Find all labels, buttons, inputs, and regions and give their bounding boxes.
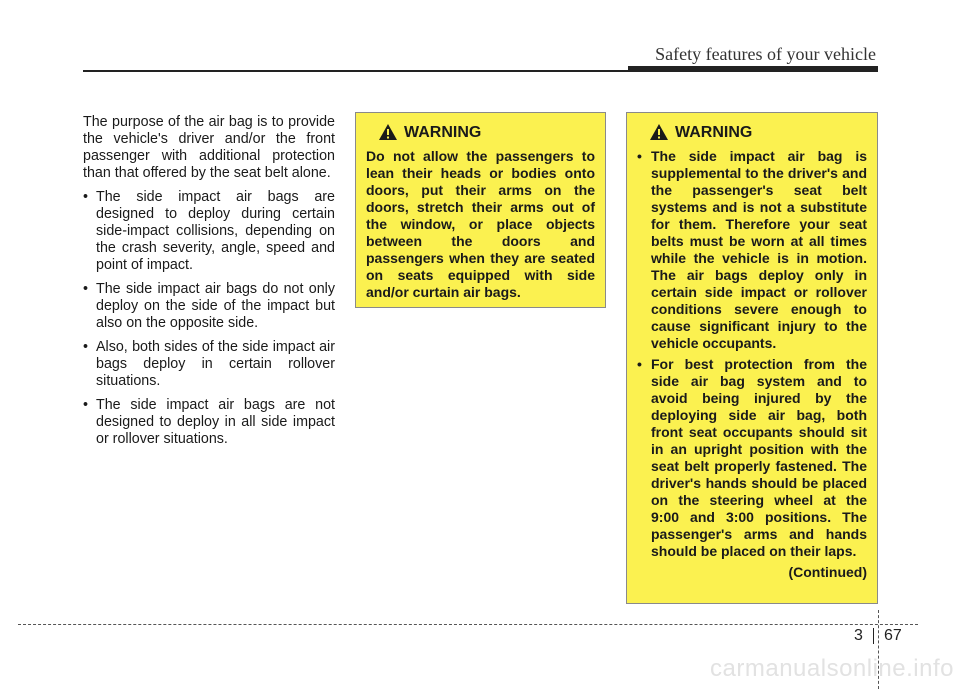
body-bullet: • The side impact air bags do not only deploy on the side of the impact but also on the opposite side. — [83, 281, 335, 332]
header-bar — [628, 66, 878, 72]
chapter-number: 3 — [854, 627, 863, 644]
intro-paragraph: The purpose of the air bag is to provide the vehicle's driver and/or the front passenger with additional protection than that offered by the seat belt alone. — [83, 114, 335, 181]
warning-heading — [366, 123, 595, 141]
warning-heading — [637, 123, 867, 141]
body-column — [83, 114, 335, 455]
warning-box-side-airbag — [626, 112, 878, 604]
continued-label: (Continued) — [788, 564, 867, 580]
warning-bullet: • For best protection from the side air bag system and to avoid being injured by the deploying side air bag, both front seat occupants should sit in an upright position with the seat belt properly fastened. The driver's hands should be placed on the steering wheel at the 9:00 and 3:00 positions. The passenger's arms and hands should be placed on their laps. — [637, 356, 867, 560]
running-header: Safety features of your vehicle — [655, 44, 876, 64]
body-bullet: • The side impact air bags are designed to deploy during certain side-impact collisions, depending on the crash severity, angle, speed and point of impact. — [83, 189, 335, 274]
body-bullet: • The side impact air bags are not designed to deploy in all side impact or rollover situations. — [83, 397, 335, 448]
warning-text: Do not allow the passengers to lean their heads or bodies onto doors, put their arms on the doors, stretch their arms out of the window, or place objects between the doors and passengers when they are seated on seats equipped with side and/or curtain air bags. — [366, 148, 595, 300]
footer-rule — [18, 624, 918, 625]
warning-triangle-icon — [649, 123, 669, 141]
warning-bullet-list — [637, 148, 867, 560]
body-bullet: • Also, both sides of the side impact air bags deploy in certain rollover situations. — [83, 339, 335, 390]
warning-box-doors — [355, 112, 606, 308]
page-number: 67 — [884, 627, 902, 644]
warning-heading-label: WARNING — [675, 123, 753, 141]
body-bullet-list — [83, 189, 335, 448]
warning-triangle-icon — [378, 123, 398, 141]
page-number-separator — [873, 628, 874, 644]
watermark: carmanualsonline.info — [710, 655, 954, 682]
warning-bullet: • The side impact air bag is supplemental to the driver's and the passenger's seat belt systems and is not a substitute for them. Therefore your seat belts must be worn at all times while the vehicle is in motion. The air bags deploy only in certain side impact or rollover conditions severe enough to cause significant injury to the vehicle occupants. — [637, 148, 867, 352]
warning-heading-label: WARNING — [404, 123, 482, 141]
